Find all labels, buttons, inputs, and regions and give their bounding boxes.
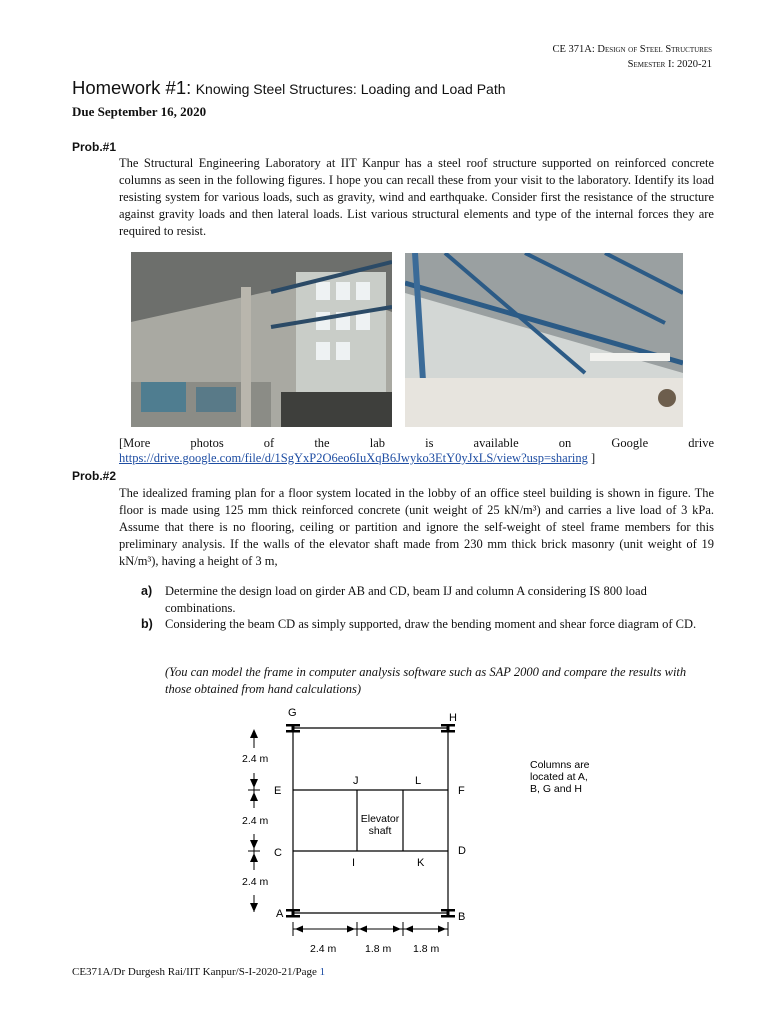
horizontal-dimension [293,922,448,936]
drive-link-line [119,451,595,466]
prob2-text: The idealized framing plan for a floor system located in the lobby of an office steel building is shown in figure. The floor is made using 125 mm thick reinforced concrete (unit weight of 25 kN/m³) and carries a live load of 3 kPa. Assume that there is no flooring, ceiling or partition and ignore the self-weight of steel frame members for this preliminary analysis. If the walls of the elevator shaft made from 230 mm thick brick masonry (unit weight of 19 kN/m³), having a height of 3 m, [119,486,714,568]
node-a: A [276,908,284,920]
node-k: K [417,857,425,869]
dim-h-2: 1.8 m [365,943,392,955]
bracket-close: ] [590,451,596,465]
node-i: I [352,857,356,869]
semester-header: Semester I: 2020-21 [627,59,712,70]
node-g: G [288,707,297,719]
prob2-label: Prob.#2 [72,469,117,483]
item-a-label: a) [141,584,153,598]
node-e: E [274,785,282,797]
footer-text: CE371A/Dr Durgesh Rai/IIT Kanpur/S-I-2020-21/Page [72,966,317,978]
columns-note-3: B, G and H [530,783,582,795]
lab-photo-1 [131,252,392,427]
more-photos-text: [More photos of the lab is available on Google drive [119,436,714,450]
node-h: H [449,712,457,724]
prob1-text: The Structural Engineering Laboratory at IIT Kanpur has a steel roof structure supported on reinforced concrete columns as seen in the following figures. I hope you can recall these from your visit to the laboratory. Identify its load resisting system for various loads, such as gravity, wind and earthquake. Consider first the resistance of the structure against gravity loads and then lateral loads. List various structural elements and type of the internal forces they are required to resist. [119,156,714,238]
dim-h-1: 2.4 m [310,943,337,955]
lab-photo-2 [405,253,683,427]
course-header: CE 371A: Design of Steel Structures [552,44,712,55]
item-b-text: Considering the beam CD as simply supported, draw the bending moment and shear force diagram of CD. [165,617,697,631]
page-footer [72,966,325,978]
title-sub: Knowing Steel Structures: Loading and Load Path [195,81,506,97]
item-b-label: b) [141,617,153,631]
prob1-label: Prob.#1 [72,140,117,154]
software-note: (You can model the frame in computer analysis software such as SAP 2000 and compare the results with those obtained from hand calculations) [165,665,687,696]
dim-v-2: 2.4 m [242,815,269,827]
dim-v-1: 2.4 m [242,753,269,765]
framing-plan-diagram [230,700,650,960]
dim-v-3: 2.4 m [242,876,269,888]
node-l: L [415,775,422,787]
dim-h-3: 1.8 m [413,943,440,955]
elevator-label-2: shaft [368,825,392,837]
elevator-label-1: Elevator [360,813,400,825]
due-date: Due September 16, 2020 [72,104,207,119]
title-main: Homework #1: [72,77,192,98]
node-b: B [458,911,466,923]
node-d: D [458,845,466,857]
columns-note-1: Columns are [530,759,590,771]
node-j: J [353,775,359,787]
page-number: 1 [319,966,326,978]
page-title [72,77,506,99]
columns-note-2: located at A, [530,771,588,783]
node-f: F [458,785,465,797]
drive-link[interactable]: https://drive.google.com/file/d/1SgYxP2O6eo6IuXqB6Jwyko3EtY0yJxLS/view?usp=sharing [119,451,588,465]
item-a-text: Determine the design load on girder AB and CD, beam IJ and column A considering IS 800 load combinations. [165,584,647,615]
node-c: C [274,847,282,859]
